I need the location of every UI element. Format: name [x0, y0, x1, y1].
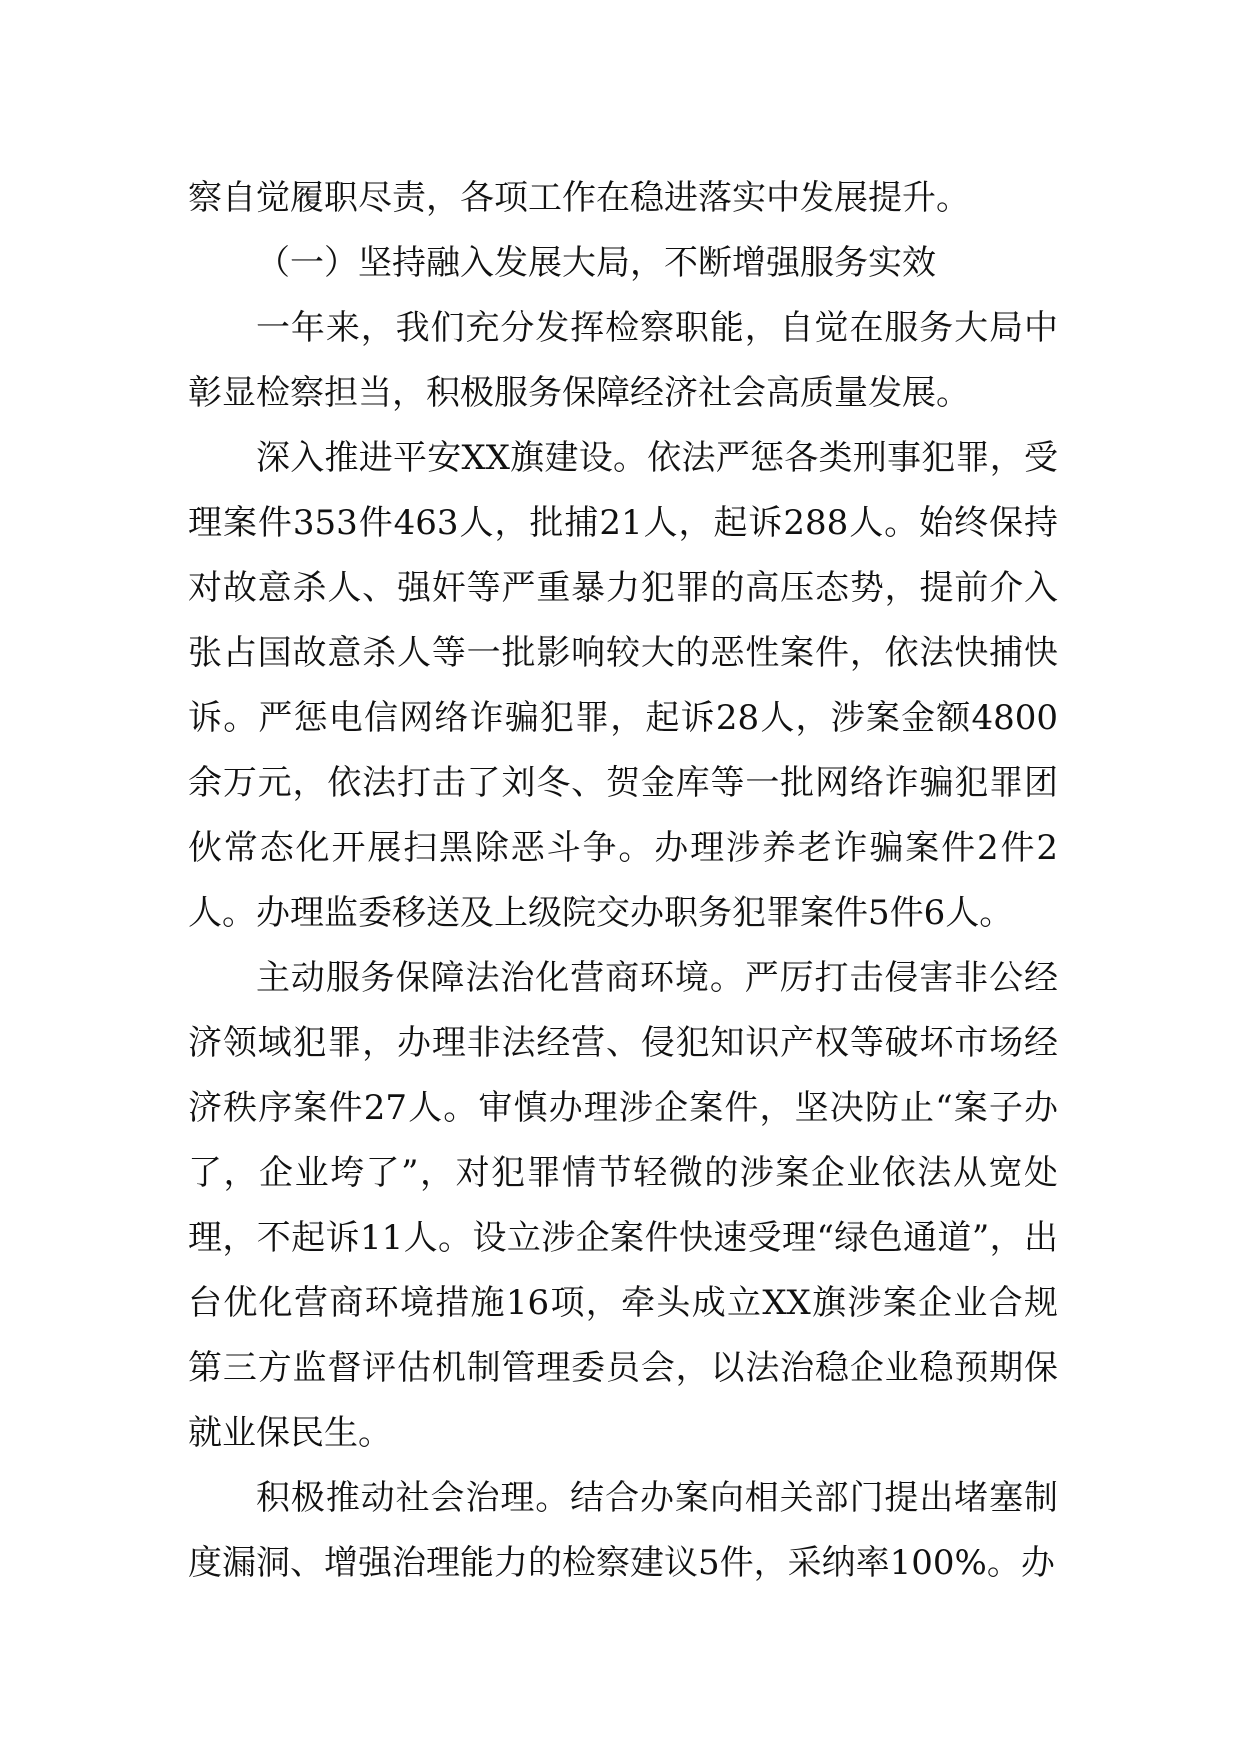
paragraph-social-governance: 积极推动社会治理。结合办案向相关部门提出堵塞制度漏洞、增强治理能力的检察建议5件，采纳率100%。办 — [188, 1478, 1058, 1583]
paragraph-intro: 一年来，我们充分发挥检察职能，自觉在服务大局中彰显检察担当，积极服务保障经济社会高质量发展。 — [188, 308, 1058, 413]
paragraph-safety: 深入推进平安XX旗建设。依法严惩各类刑事犯罪，受理案件353件463人，批捕21人，起诉288人。始终保持对故意杀人、强奸等严重暴力犯罪的高压态势，提前介入张占国故意杀人等一批影响较大的恶性案件，依法快捕快诉。严惩电信网络诈骗犯罪，起诉28人，涉案金额4800余万元，依法打击了刘冬、贺金库等一批网络诈骗犯罪团伙常态化开展扫黑除恶斗争。办理涉养老诈骗案件2件2人。办理监委移送及上级院交办职务犯罪案件5件6人。 — [188, 438, 1058, 933]
section-heading: （一）坚持融入发展大局，不断增强服务实效 — [256, 243, 936, 283]
paragraph-business-environment: 主动服务保障法治化营商环境。严厉打击侵害非公经济领域犯罪，办理非法经营、侵犯知识产权等破坏市场经济秩序案件27人。审慎办理涉企案件，坚决防止“案子办了，企业垮了”，对犯罪情节轻微的涉案企业依法从宽处理，不起诉11人。设立涉企案件快速受理“绿色通道”，出台优化营商环境措施16项，牵头成立XX旗涉案企业合规第三方监督评估机制管理委员会，以法治稳企业稳预期保就业保民生。 — [188, 958, 1058, 1453]
paragraph-continuation: 察自觉履职尽责，各项工作在稳进落实中发展提升。 — [188, 178, 970, 218]
document-body — [188, 166, 1058, 1596]
